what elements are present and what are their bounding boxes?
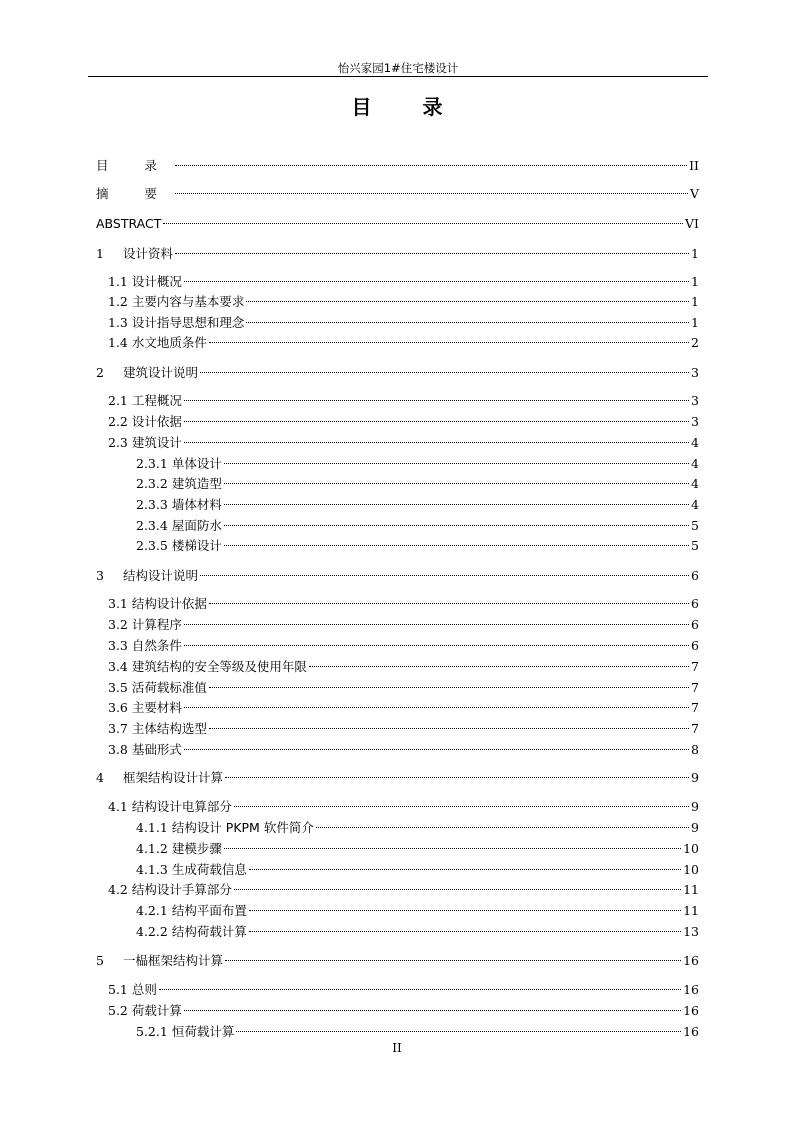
- toc-entry-page: 7: [691, 659, 699, 674]
- toc-entry-label: 结构设计说明: [123, 568, 199, 583]
- header-rule: [88, 76, 708, 77]
- dot-leader: [309, 666, 689, 667]
- dot-leader: [249, 931, 681, 932]
- toc-entry-label: 总则: [131, 982, 157, 997]
- toc-entry-number: 2.3: [108, 435, 128, 450]
- toc-entry-label: 结构荷载计算: [171, 924, 247, 939]
- toc-entry[interactable]: [108, 720, 699, 738]
- toc-entry-label: 建模步骤: [171, 841, 222, 856]
- toc-entry-label: 结构设计手算部分: [131, 882, 232, 897]
- toc-entry-label: 活荷载标准值: [131, 680, 207, 695]
- toc-entry-label: 设计指导思想和理念: [131, 315, 245, 330]
- toc-entry[interactable]: [108, 1002, 699, 1020]
- toc-entry-label: 一榀框架结构计算: [123, 953, 224, 968]
- toc-entry-page: 3: [691, 365, 699, 380]
- toc-entry-page: 5: [691, 518, 699, 533]
- running-header: 怡兴家园1#住宅楼设计: [337, 61, 459, 75]
- toc-entry-page: 1: [691, 246, 699, 261]
- toc-entry[interactable]: [108, 595, 699, 613]
- toc-entry-label: 主要内容与基本要求: [131, 294, 245, 309]
- toc-entry-number: 4: [96, 770, 104, 785]
- dot-leader: [236, 1031, 681, 1032]
- toc-entry-number: 5.1: [108, 982, 128, 997]
- toc-entry-number: 2.3.3: [136, 497, 168, 512]
- toc-entry-label: 结构平面布置: [171, 903, 247, 918]
- toc-entry[interactable]: [108, 273, 699, 291]
- toc-entry[interactable]: [136, 861, 699, 879]
- toc-entry-number: 4.2.2: [136, 924, 168, 939]
- toc-entry-label: 结构设计依据: [131, 596, 207, 611]
- toc-entry-number: 2.3.4: [136, 518, 168, 533]
- toc-entry-page: 16: [683, 1024, 699, 1039]
- toc-entry-label: 设计概况: [131, 274, 182, 289]
- dot-leader: [163, 223, 683, 224]
- toc-entry[interactable]: [108, 413, 699, 431]
- toc-entry[interactable]: [96, 157, 699, 175]
- toc-entry-page: 10: [683, 841, 699, 856]
- toc-entry-page: 4: [691, 497, 699, 512]
- toc-entry-page: 9: [691, 770, 699, 785]
- toc-entry[interactable]: [96, 185, 699, 203]
- toc-entry-label: 恒荷载计算: [171, 1024, 235, 1039]
- toc-entry-number: 1.4: [108, 335, 128, 350]
- toc-entry[interactable]: [136, 923, 699, 941]
- toc-entry-page: 8: [691, 742, 699, 757]
- toc-entry[interactable]: [108, 293, 699, 311]
- toc-entry-page: II: [689, 158, 699, 173]
- toc-entry[interactable]: [108, 658, 699, 676]
- toc-entry-page: VI: [685, 216, 699, 231]
- dot-leader: [184, 281, 689, 282]
- toc-entry-number: 4.2: [108, 882, 128, 897]
- toc-entry-page: 9: [691, 799, 699, 814]
- dot-leader: [224, 463, 689, 464]
- toc-entry-page: 11: [683, 882, 699, 897]
- toc-entry[interactable]: [136, 475, 699, 493]
- toc-entry-number: 3.2: [108, 617, 128, 632]
- dot-leader: [184, 707, 689, 708]
- toc-entry-page: 3: [691, 393, 699, 408]
- toc-entry-label: 主体结构选型: [131, 721, 207, 736]
- toc-entry-label: 计算程序: [131, 617, 182, 632]
- toc-entry-label: 目 录: [96, 158, 173, 173]
- toc-entry-number: 4.1.2: [136, 841, 168, 856]
- dot-leader: [234, 806, 689, 807]
- toc-entry-number: 5: [96, 953, 104, 968]
- dot-leader: [184, 442, 689, 443]
- toc-entry-label: 主要材料: [131, 700, 182, 715]
- toc-entry[interactable]: [96, 567, 699, 585]
- toc-entry[interactable]: [136, 517, 699, 535]
- toc-entry-label: 建筑设计说明: [123, 365, 199, 380]
- dot-leader: [246, 322, 689, 323]
- dot-leader: [224, 504, 689, 505]
- toc-entry[interactable]: [108, 314, 699, 332]
- toc-entry-page: 7: [691, 721, 699, 736]
- dot-leader: [175, 253, 689, 254]
- dot-leader: [209, 603, 689, 604]
- toc-entry[interactable]: [96, 952, 699, 970]
- toc-entry[interactable]: [108, 741, 699, 759]
- dot-leader: [316, 827, 689, 828]
- dot-leader: [159, 989, 681, 990]
- dot-leader: [209, 342, 689, 343]
- toc-entry-page: 11: [683, 903, 699, 918]
- toc-entry-label: 生成荷载信息: [171, 862, 247, 877]
- toc-entry-page: 3: [691, 414, 699, 429]
- dot-leader: [224, 545, 689, 546]
- toc-entry[interactable]: [136, 455, 699, 473]
- dot-leader: [184, 400, 689, 401]
- toc-entry-number: 3.3: [108, 638, 128, 653]
- dot-leader: [184, 749, 689, 750]
- toc-entry[interactable]: [108, 881, 699, 899]
- toc-entry-page: 5: [691, 538, 699, 553]
- toc-entry-label: 建筑结构的安全等级及使用年限: [131, 659, 307, 674]
- toc-entry-page: 2: [691, 335, 699, 350]
- dot-leader: [249, 869, 681, 870]
- toc-entry-number: 2.3.2: [136, 476, 168, 491]
- toc-entry-page: 16: [683, 1003, 699, 1018]
- toc-entry-label: 建筑造型: [171, 476, 222, 491]
- dot-leader: [209, 687, 689, 688]
- toc-entry-page: 6: [691, 568, 699, 583]
- toc-entry-page: 6: [691, 596, 699, 611]
- toc-entry-number: 3.7: [108, 721, 128, 736]
- toc-entry-number: 3: [96, 568, 104, 583]
- toc-entry-label: 荷载计算: [131, 1003, 182, 1018]
- toc-entry-number: 3.5: [108, 680, 128, 695]
- toc-entry[interactable]: [96, 215, 699, 233]
- toc-entry-label: 建筑设计: [131, 435, 182, 450]
- toc-entry-page: V: [689, 186, 699, 201]
- toc-entry-label: 自然条件: [131, 638, 182, 653]
- toc-entry[interactable]: [108, 434, 699, 452]
- dot-leader: [249, 910, 681, 911]
- dot-leader: [200, 372, 689, 373]
- toc-entry-label: 水文地质条件: [131, 335, 207, 350]
- toc-entry[interactable]: [136, 537, 699, 555]
- dot-leader: [175, 165, 687, 166]
- toc-entry-number: 3.6: [108, 700, 128, 715]
- toc-entry[interactable]: [136, 819, 699, 837]
- toc-entry-label: 墙体材料: [171, 497, 222, 512]
- dot-leader: [225, 777, 689, 778]
- toc-entry-label: 设计资料: [123, 246, 174, 261]
- dot-leader: [209, 728, 689, 729]
- dot-leader: [225, 960, 681, 961]
- toc-entry-label: 设计依据: [131, 414, 182, 429]
- toc-entry[interactable]: [96, 364, 699, 382]
- page-number: II: [392, 1041, 402, 1055]
- toc-entry-page: 1: [691, 294, 699, 309]
- toc-entry-number: 4.2.1: [136, 903, 168, 918]
- toc-entry-number: 1: [96, 246, 104, 261]
- toc-entry-label: 框架结构设计计算: [123, 770, 224, 785]
- toc-entry-number: 1.2: [108, 294, 128, 309]
- dot-leader: [184, 421, 689, 422]
- toc-entry[interactable]: [108, 637, 699, 655]
- toc-entry-page: 9: [691, 820, 699, 835]
- dot-leader: [224, 525, 689, 526]
- toc-entry-number: 5.2.1: [136, 1024, 168, 1039]
- toc-entry-page: 4: [691, 456, 699, 471]
- toc-entry[interactable]: [96, 245, 699, 263]
- toc-entry-number: 5.2: [108, 1003, 128, 1018]
- toc-entry[interactable]: [108, 798, 699, 816]
- toc-entry[interactable]: [108, 679, 699, 697]
- toc-entry-number: 3.8: [108, 742, 128, 757]
- toc-entry[interactable]: [108, 392, 699, 410]
- toc-entry-page: 1: [691, 274, 699, 289]
- dot-leader: [246, 301, 689, 302]
- toc-entry[interactable]: [136, 496, 699, 514]
- toc-entry[interactable]: [136, 840, 699, 858]
- toc-entry-label: 单体设计: [171, 456, 222, 471]
- toc-entry-label: 基础形式: [131, 742, 182, 757]
- toc-entry-page: 6: [691, 638, 699, 653]
- toc-entry[interactable]: [136, 902, 699, 920]
- toc-entry-page: 4: [691, 476, 699, 491]
- toc-entry[interactable]: [108, 981, 699, 999]
- toc-entry-number: 2: [96, 365, 104, 380]
- toc-entry-number: 2.3.1: [136, 456, 168, 471]
- toc-entry-page: 16: [683, 953, 699, 968]
- toc-entry-label: 结构设计电算部分: [131, 799, 232, 814]
- toc-entry-page: 4: [691, 435, 699, 450]
- toc-entry-number: 4.1.1: [136, 820, 168, 835]
- dot-leader: [184, 1010, 681, 1011]
- dot-leader: [175, 193, 688, 194]
- toc-entry-label: 摘 要: [96, 186, 173, 201]
- toc-entry-page: 1: [691, 315, 699, 330]
- toc-entry-page: 16: [683, 982, 699, 997]
- toc-entry-label: ABSTRACT: [96, 216, 162, 231]
- toc-entry[interactable]: [108, 616, 699, 634]
- toc-entry-number: 2.1: [108, 393, 128, 408]
- toc-entry-number: 1.1: [108, 274, 128, 289]
- dot-leader: [224, 848, 681, 849]
- toc-entry-number: 3.4: [108, 659, 128, 674]
- toc-entry-number: 2.3.5: [136, 538, 168, 553]
- dot-leader: [224, 483, 689, 484]
- toc-entry[interactable]: [136, 1023, 699, 1041]
- toc-entry-number: 4.1.3: [136, 862, 168, 877]
- toc-entry[interactable]: [96, 769, 699, 787]
- page-title: 目 录: [351, 95, 465, 119]
- toc-entry-number: 3.1: [108, 596, 128, 611]
- toc-entry-number: 2.2: [108, 414, 128, 429]
- toc-entry-label: 结构设计 PKPM 软件简介: [171, 820, 314, 835]
- toc-entry-label: 工程概况: [131, 393, 182, 408]
- toc-entry-label: 屋面防水: [171, 518, 222, 533]
- toc-entry-label: 楼梯设计: [171, 538, 222, 553]
- dot-leader: [234, 889, 681, 890]
- toc-entry-number: 1.3: [108, 315, 128, 330]
- toc-entry-number: 4.1: [108, 799, 128, 814]
- toc-entry[interactable]: [108, 699, 699, 717]
- toc-entry-page: 7: [691, 680, 699, 695]
- toc-entry-page: 10: [683, 862, 699, 877]
- dot-leader: [184, 624, 689, 625]
- toc-entry-page: 7: [691, 700, 699, 715]
- toc-entry-page: 13: [683, 924, 699, 939]
- toc-entry-page: 6: [691, 617, 699, 632]
- toc-entry[interactable]: [108, 334, 699, 352]
- dot-leader: [200, 575, 689, 576]
- dot-leader: [184, 645, 689, 646]
